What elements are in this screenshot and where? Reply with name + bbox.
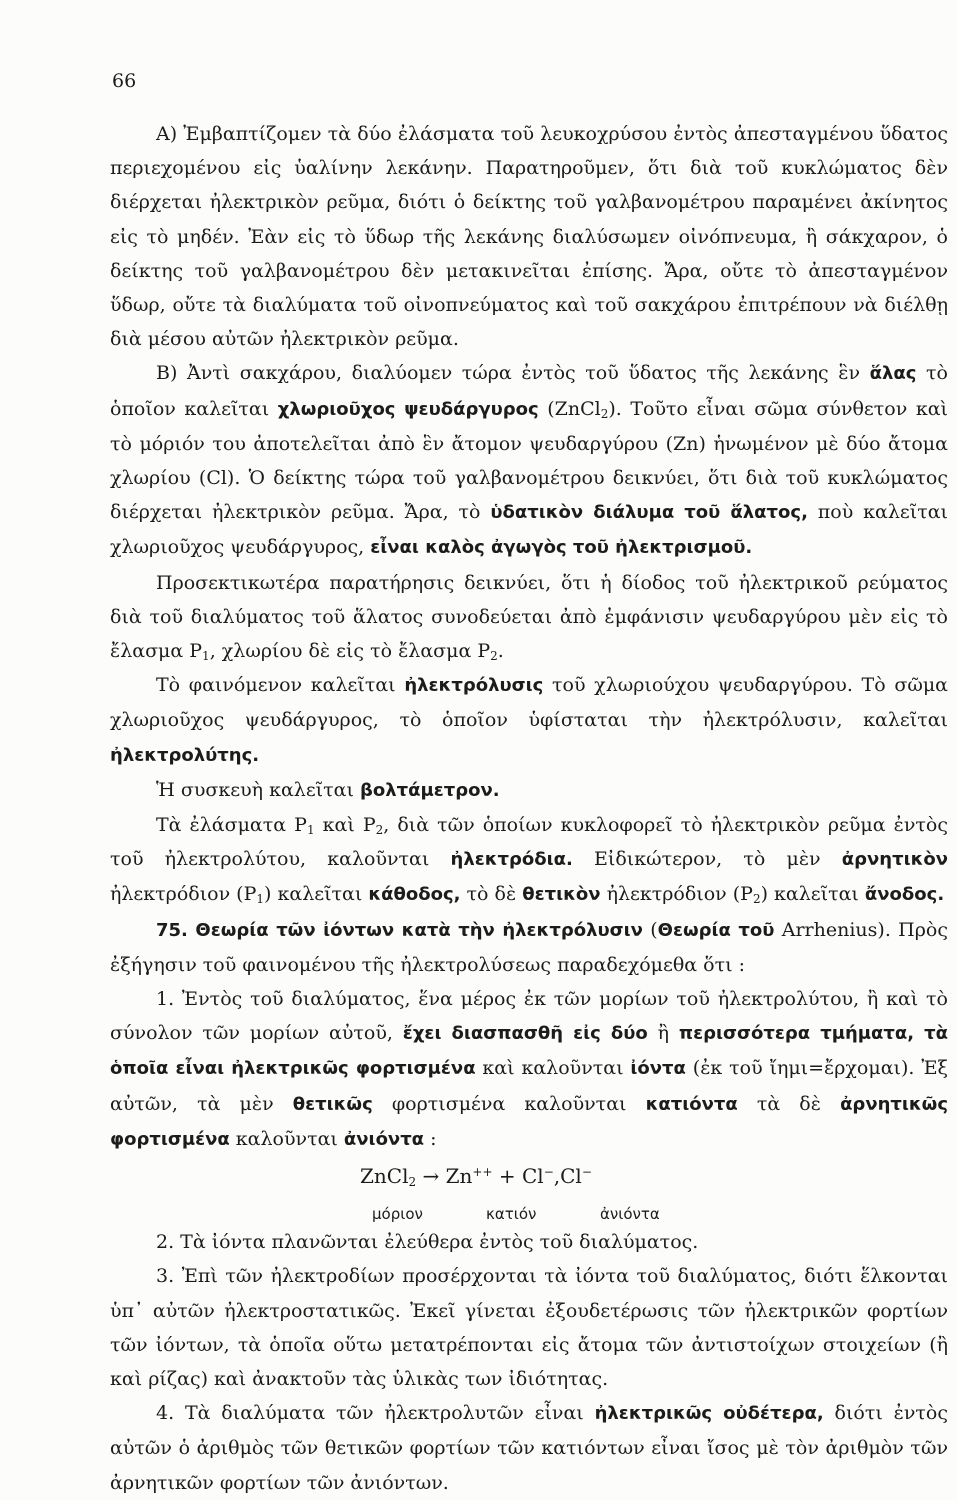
text-run: ποὺ καλεῖται χλωριοῦχος ψευδάργυρος, — [110, 501, 949, 559]
bold-term: θετικῶς — [292, 1093, 373, 1115]
text-run: καλοῦνται — [229, 1127, 344, 1150]
text-run: , χλωρίου δὲ εἰς τὸ ἔλασμα P — [209, 640, 491, 663]
bold-term: ἀρνητικῶς φορτισμένα — [110, 1093, 948, 1150]
text-run: Β) Ἀντὶ σακχάρου, διαλύομεν τώρα ἐντὸς τοῦ ὕδατος τῆς λεκάνης ἓν — [156, 362, 870, 385]
text-run: ἢ — [647, 1022, 679, 1045]
equation-lhs-subscript: 2 — [408, 1175, 417, 1190]
text-run: Ἡ συσκευὴ καλεῖται — [156, 778, 360, 801]
text-run: , διὰ τῶν ὁποίων κυκλοφορεῖ τὸ ἠλεκτρικὸν ρεῦμα ἐντὸς τοῦ ἠλεκτρολύτου, καλοῦνται — [110, 814, 948, 871]
anion-2-charge: − — [581, 1165, 592, 1180]
bold-term: ἀνιόντα — [343, 1128, 425, 1150]
text-run: ) καλεῖται — [760, 883, 865, 906]
equation-labels — [110, 1195, 948, 1225]
label-cation: κατιόν — [486, 1205, 537, 1224]
bold-term: βολτάμετρον. — [359, 779, 500, 801]
bold-term: κάθοδος, — [368, 884, 461, 906]
text-run: Προσεκτικωτέρα παρατήρησις δεικνύει, ὅτι ἡ δίοδος τοῦ ἠλεκτρικοῦ ρεύματος διὰ τοῦ διαλύματος τοῦ ἅλατος συνοδεύεται ἀπὸ ἐμφάνισιν ψευδαργύρου μὲν εἰς τὸ ἔλασμα P — [110, 571, 948, 663]
bold-term: εἶναι καλὸς ἀγωγὸς τοῦ ἠλεκτρισμοῦ. — [370, 537, 753, 559]
paragraph — [110, 773, 948, 808]
page-number: 66 — [112, 70, 137, 92]
text-run: Α) Ἐμβαπτίζομεν τὰ δύο ἐλάσματα τοῦ λευκοχρύσου ἐντὸς ἀπεσταγμένου ὕδατος περιεχομένου εἰς ὑαλίνην λεκάνην. Παρατηροῦμεν, ὅτι διὰ τοῦ κυκλώματος δὲν διέρχεται ἠλεκτρικὸν ρεῦμα, διότι ὁ δείκτης τοῦ γαλβανομέτρου παραμένει ἀκίνητος εἰς τὸ μηδέν. Ἐὰν εἰς τὸ ὕδωρ τῆς λεκάνης διαλύσωμεν οἰνόπνευμα, ἢ σάκχαρον, ὁ δείκτης τοῦ γαλβανομέτρου δὲν μετακινεῖται ἐπίσης. Ἄρα, οὔτε τὸ ἀπεσταγμένον ὕδωρ, οὔτε τὰ διαλύματα τοῦ οἰνοπνεύματος καὶ τοῦ σακχάρου ἐπιτρέπουν νὰ διέλθῃ διὰ μέσου αὐτῶν ἠλεκτρικὸν ρεῦμα. — [110, 123, 948, 351]
text-run: καὶ P — [314, 814, 376, 837]
bold-term: θετικὸν — [522, 884, 601, 906]
label-anion: ἀνιόντα — [600, 1205, 660, 1224]
paragraph — [110, 356, 948, 565]
anion-1-charge: − — [543, 1165, 554, 1180]
paragraph — [110, 1259, 948, 1396]
paragraphs-before-equation — [110, 117, 948, 1157]
text-run: (ZnCl — [538, 397, 601, 420]
text-run: 1. Ἐντὸς τοῦ διαλύματος, ἕνα μέρος ἐκ τῶν μορίων τοῦ ἠλεκτρολύτου, ἢ καὶ τὸ σύνολον τῶν μορίων αὐτοῦ, — [110, 988, 948, 1045]
text-run: τὰ δὲ — [737, 1092, 841, 1115]
text-run: φορτισμένα καλοῦνται — [372, 1092, 646, 1115]
text-run: 2. Τὰ ἰόντα πλανῶνται ἐλεύθερα ἐντὸς τοῦ διαλύματος. — [156, 1231, 699, 1254]
bold-term: ἠλεκτρόλυσις — [404, 675, 544, 697]
text-run: Εἰδικώτερον, τὸ μὲν — [572, 848, 842, 871]
text-run: ). Τοῦτο εἶναι σῶμα σύνθετον καὶ τὸ μόριόν του ἀποτελεῖται ἀπὸ ἓν ἄτομον ψευδαργύρου (Zn) ἡνωμένον μὲ δύο ἄτομα χλωρίου (Cl). Ὁ δείκτης τώρα τοῦ γαλβανομέτρου δεικνύει, ὅτι διὰ τοῦ κυκλώματος διέρχεται ἠλεκτρικὸν ρεῦμα. Ἄρα, τὸ — [110, 397, 948, 524]
text-run: 3. Ἐπὶ τῶν ἠλεκτροδίων προσέρχονται τὰ ἰόντα τοῦ διαλύματος, διότι ἕλκονται ὑπ᾽ αὐτῶν ἠλεκτροστατικῶς. Ἐκεῖ γίνεται ἐξουδετέρωσις τῶν ἠλεκτρικῶν φορτίων τῶν ἰόντων, τὰ ὁποῖα οὕτω μετατρέπονται εἰς ἄτομα τῶν ἀντιστοίχων στοιχείων (ἢ καὶ ρίζας) καὶ ἀνακτοῦν τὰς ὑλικὰς των ἰδιότητας. — [110, 1265, 948, 1390]
subscript: 2 — [375, 823, 384, 838]
ionization-equation — [110, 1157, 948, 1225]
text-run: διότι ἐντὸς αὐτῶν ὁ ἀριθμὸς τῶν θετικῶν φορτίων τῶν κατιόντων εἶναι ἴσος μὲ τὸν ἀριθμὸν τῶν ἀρνητικῶν φορτίων τῶν ἀνιόντων. — [110, 1402, 948, 1494]
bold-term: ἅλας — [869, 363, 917, 385]
subscript: 2 — [490, 649, 498, 664]
text-run: (ἐκ τοῦ ἴημι=ἔρχομαι). Ἐξ αὐτῶν, τὰ μὲν — [110, 1057, 948, 1115]
body-text — [110, 117, 948, 1500]
text-run: ἠλεκτρόδιον (P — [110, 883, 257, 906]
label-molecule: μόριον — [372, 1205, 423, 1224]
bold-term: 75. Θεωρία τῶν ἰόντων κατὰ τὴν ἠλεκτρόλυσιν — [156, 919, 643, 941]
subscript: 2 — [752, 892, 761, 907]
equation-comma: , — [553, 1164, 561, 1189]
bold-term: ἔχει διασπασθῆ εἰς δύο — [402, 1023, 648, 1045]
paragraph — [110, 1396, 948, 1500]
text-run: τὸ ὁποῖον καλεῖται — [110, 362, 948, 420]
equation-plus: + — [498, 1164, 516, 1189]
bold-term: ἀρνητικὸν — [841, 849, 948, 871]
bold-term: Θεωρία τοῦ — [657, 919, 775, 941]
bold-term: κατιόντα — [645, 1093, 738, 1115]
equation-lhs: ZnCl — [360, 1164, 409, 1189]
text-run: 4. Τὰ διαλύματα τῶν ἠλεκτρολυτῶν εἶναι — [156, 1402, 595, 1425]
text-run: τοῦ χλωριούχου ψευδαργύρου. Τὸ σῶμα χλωριοῦχος ψευδάργυρος, τὸ ὁποῖον ὑφίσταται τὴν ἠλεκτρόλυσιν, καλεῖται — [110, 674, 948, 732]
text-run: ( — [642, 918, 658, 941]
paragraphs-after-equation — [110, 1225, 948, 1500]
bold-term: ἠλεκτρικῶς οὐδέτερα, — [594, 1403, 824, 1425]
bold-term: περισσότερα τμήματα, τὰ ὁποῖα εἶναι ἠλεκτρικῶς φορτισμένα — [110, 1023, 948, 1080]
equation-line — [110, 1157, 948, 1195]
text-run: καὶ καλοῦνται — [475, 1057, 631, 1080]
text-run: Arrhenius). Πρὸς ἐξήγησιν τοῦ φαινομένου τῆς ἠλεκτρολύσεως παραδεχόμεθα ὅτι : — [110, 918, 948, 976]
bold-term: ἄνοδος. — [864, 884, 945, 906]
equation-arrow: → — [422, 1164, 440, 1189]
bold-term: χλωριοῦχος ψευδάργυρος — [277, 398, 539, 420]
paragraph — [110, 566, 948, 669]
equation-cation: Zn — [445, 1164, 473, 1189]
text-run: Τὸ φαινόμενον καλεῖται — [156, 674, 405, 697]
text-run: : — [424, 1127, 437, 1150]
text-run: . — [497, 640, 504, 663]
bold-term: ἠλεκτρολύτης. — [110, 744, 260, 766]
equation-anion-1: Cl — [521, 1164, 544, 1189]
subscript: 1 — [306, 823, 315, 838]
paragraph — [110, 668, 948, 773]
paragraph — [110, 982, 948, 1157]
paragraph — [110, 808, 948, 913]
subscript: 1 — [256, 892, 265, 907]
text-run: τὸ δὲ — [460, 883, 523, 906]
subscript: 2 — [600, 406, 609, 421]
cation-charge: ++ — [472, 1165, 493, 1180]
text-run: ) καλεῖται — [264, 883, 369, 906]
paragraph — [110, 117, 948, 356]
paragraph — [110, 913, 948, 982]
text-run: Τὰ ἐλάσματα P — [156, 814, 307, 837]
equation-anion-2: Cl — [560, 1164, 582, 1189]
bold-term: ὑδατικὸν διάλυμα τοῦ ἅλατος, — [490, 502, 808, 524]
bold-term: ἰόντα — [630, 1058, 686, 1080]
text-run: ἠλεκτρόδιον (P — [600, 883, 753, 906]
bold-term: ἠλεκτρόδια. — [450, 849, 573, 871]
subscript: 1 — [202, 649, 210, 664]
